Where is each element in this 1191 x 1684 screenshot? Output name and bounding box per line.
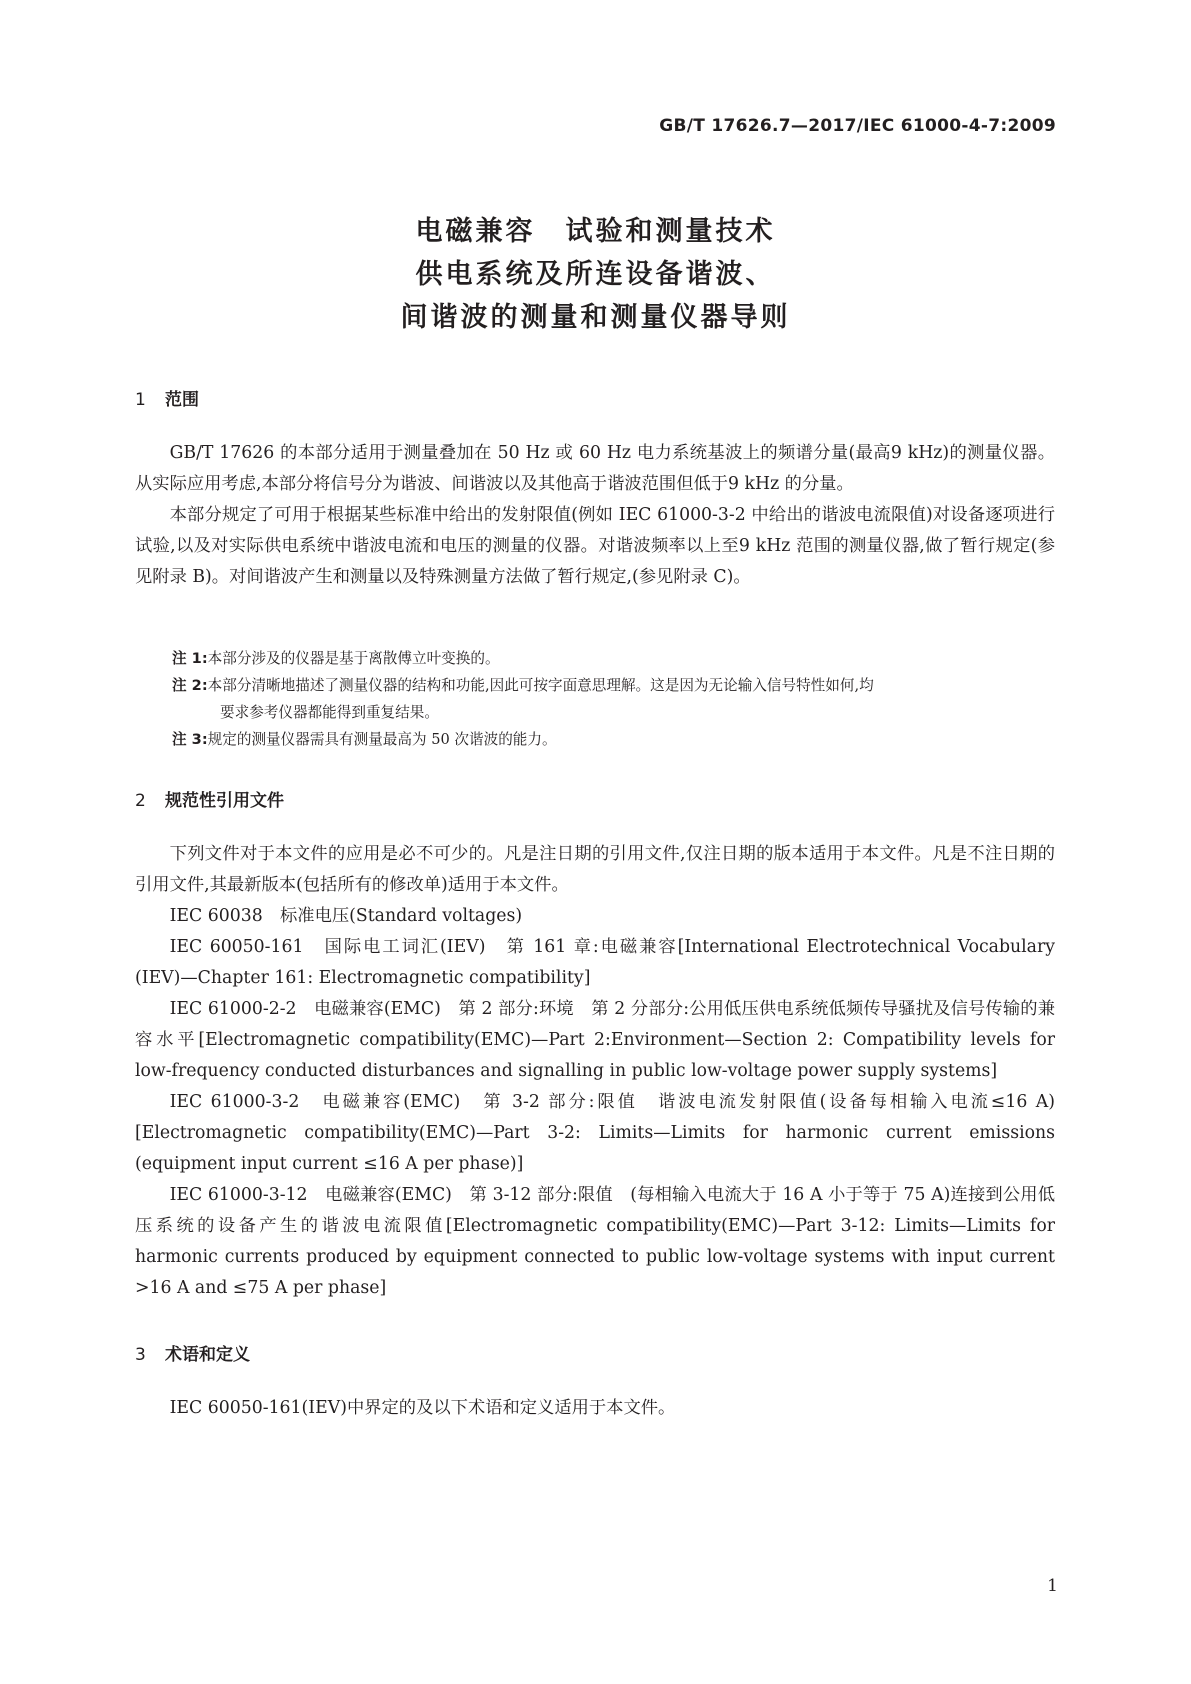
note-2-continuation: 要求参考仪器都能得到重复结果。 — [220, 704, 439, 721]
title-line-2: 供电系统及所连设备谐波、 — [415, 259, 776, 290]
section-title: 范围 — [165, 390, 199, 410]
section-1-body — [135, 438, 1055, 593]
section-title: 术语和定义 — [165, 1345, 250, 1365]
section-2-body — [135, 839, 1055, 1304]
note-text: 本部分清晰地描述了测量仪器的结构和功能,因此可按字面意思理解。这是因为无论输入信号特性如何,均 — [207, 677, 874, 694]
title-line-1: 电磁兼容 试验和测量技术 — [415, 216, 776, 247]
note-label: 注 3: — [172, 731, 208, 748]
section-number: 3 — [135, 1345, 146, 1365]
standard-identifier: GB/T 17626.7—2017/IEC 61000-4-7:2009 — [659, 116, 1056, 136]
document-title — [0, 210, 1191, 339]
notes-block — [172, 645, 1057, 753]
note-2 — [172, 672, 1057, 699]
paragraph: 本部分规定了可用于根据某些标准中给出的发射限值(例如 IEC 61000-3-2 中给出的谐波电流限值)对设备逐项进行试验,以及对实际供电系统中谐波电流和电压的测量的仪器。对谐波频率以上至9 kHz 范围的测量仪器,做了暂行规定(参见附录 B)。对间谐波产生和测量以及特殊测量方法做了暂行规定,(参见附录 C)。 — [135, 505, 1055, 587]
title-line-3: 间谐波的测量和测量仪器导则 — [400, 302, 791, 333]
section-title: 规范性引用文件 — [165, 791, 284, 811]
reference-entry: IEC 61000-3-12 电磁兼容(EMC) 第 3-12 部分:限值 (每相输入电流大于 16 A 小于等于 75 A)连接到公用低压系统的设备产生的谐波电流限值[Electromagnetic compatibility(EMC)—Part 3-12: Limits—Limits for harmonic currents produced by equipment connected to public low-voltage systems with input current >16 A and ≤75 A per phase] — [135, 1185, 1055, 1298]
section-3-heading — [135, 1340, 250, 1365]
note-3 — [172, 726, 1057, 753]
section-3-body — [135, 1393, 1055, 1424]
note-text: 规定的测量仪器需具有测量最高为 50 次谐波的能力。 — [207, 731, 557, 748]
page-number: 1 — [1047, 1576, 1058, 1596]
reference-entry: IEC 61000-3-2 电磁兼容(EMC) 第 3-2 部分:限值 谐波电流发射限值(设备每相输入电流≤16 A)[Electromagnetic compatibility(EMC)—Part 3-2: Limits—Limits for harmonic current emissions (equipment input current ≤16 A per phase)] — [135, 1092, 1055, 1174]
note-label: 注 2: — [172, 677, 208, 694]
reference-entry: IEC 61000-2-2 电磁兼容(EMC) 第 2 部分:环境 第 2 分部分:公用低压供电系统低频传导骚扰及信号传输的兼容水平[Electromagnetic compatibility(EMC)—Part 2:Environment—Section 2: Compatibility levels for low-frequency conducted disturbances and signalling in public low-voltage power supply systems] — [135, 999, 1055, 1081]
section-1-heading — [135, 385, 199, 410]
paragraph: 下列文件对于本文件的应用是必不可少的。凡是注日期的引用文件,仅注日期的版本适用于本文件。凡是不注日期的引用文件,其最新版本(包括所有的修改单)适用于本文件。 — [135, 844, 1055, 895]
reference-entry: IEC 60038 标准电压(Standard voltages) — [169, 906, 523, 926]
section-number: 2 — [135, 791, 146, 811]
paragraph: GB/T 17626 的本部分适用于测量叠加在 50 Hz 或 60 Hz 电力系统基波上的频谱分量(最高9 kHz)的测量仪器。从实际应用考虑,本部分将信号分为谐波、间谐波以及其他高于谐波范围但低于9 kHz 的分量。 — [135, 443, 1055, 494]
section-number: 1 — [135, 390, 146, 410]
paragraph: IEC 60050-161(IEV)中界定的及以下术语和定义适用于本文件。 — [169, 1398, 676, 1418]
section-2-heading — [135, 786, 284, 811]
note-1 — [172, 645, 1057, 672]
note-label: 注 1: — [172, 650, 208, 667]
reference-entry: IEC 60050-161 国际电工词汇(IEV) 第 161 章:电磁兼容[International Electrotechnical Vocabulary (IEV)—Chapter 161: Electromagnetic compatibility] — [135, 937, 1055, 988]
note-text: 本部分涉及的仪器是基于离散傅立叶变换的。 — [207, 650, 500, 667]
